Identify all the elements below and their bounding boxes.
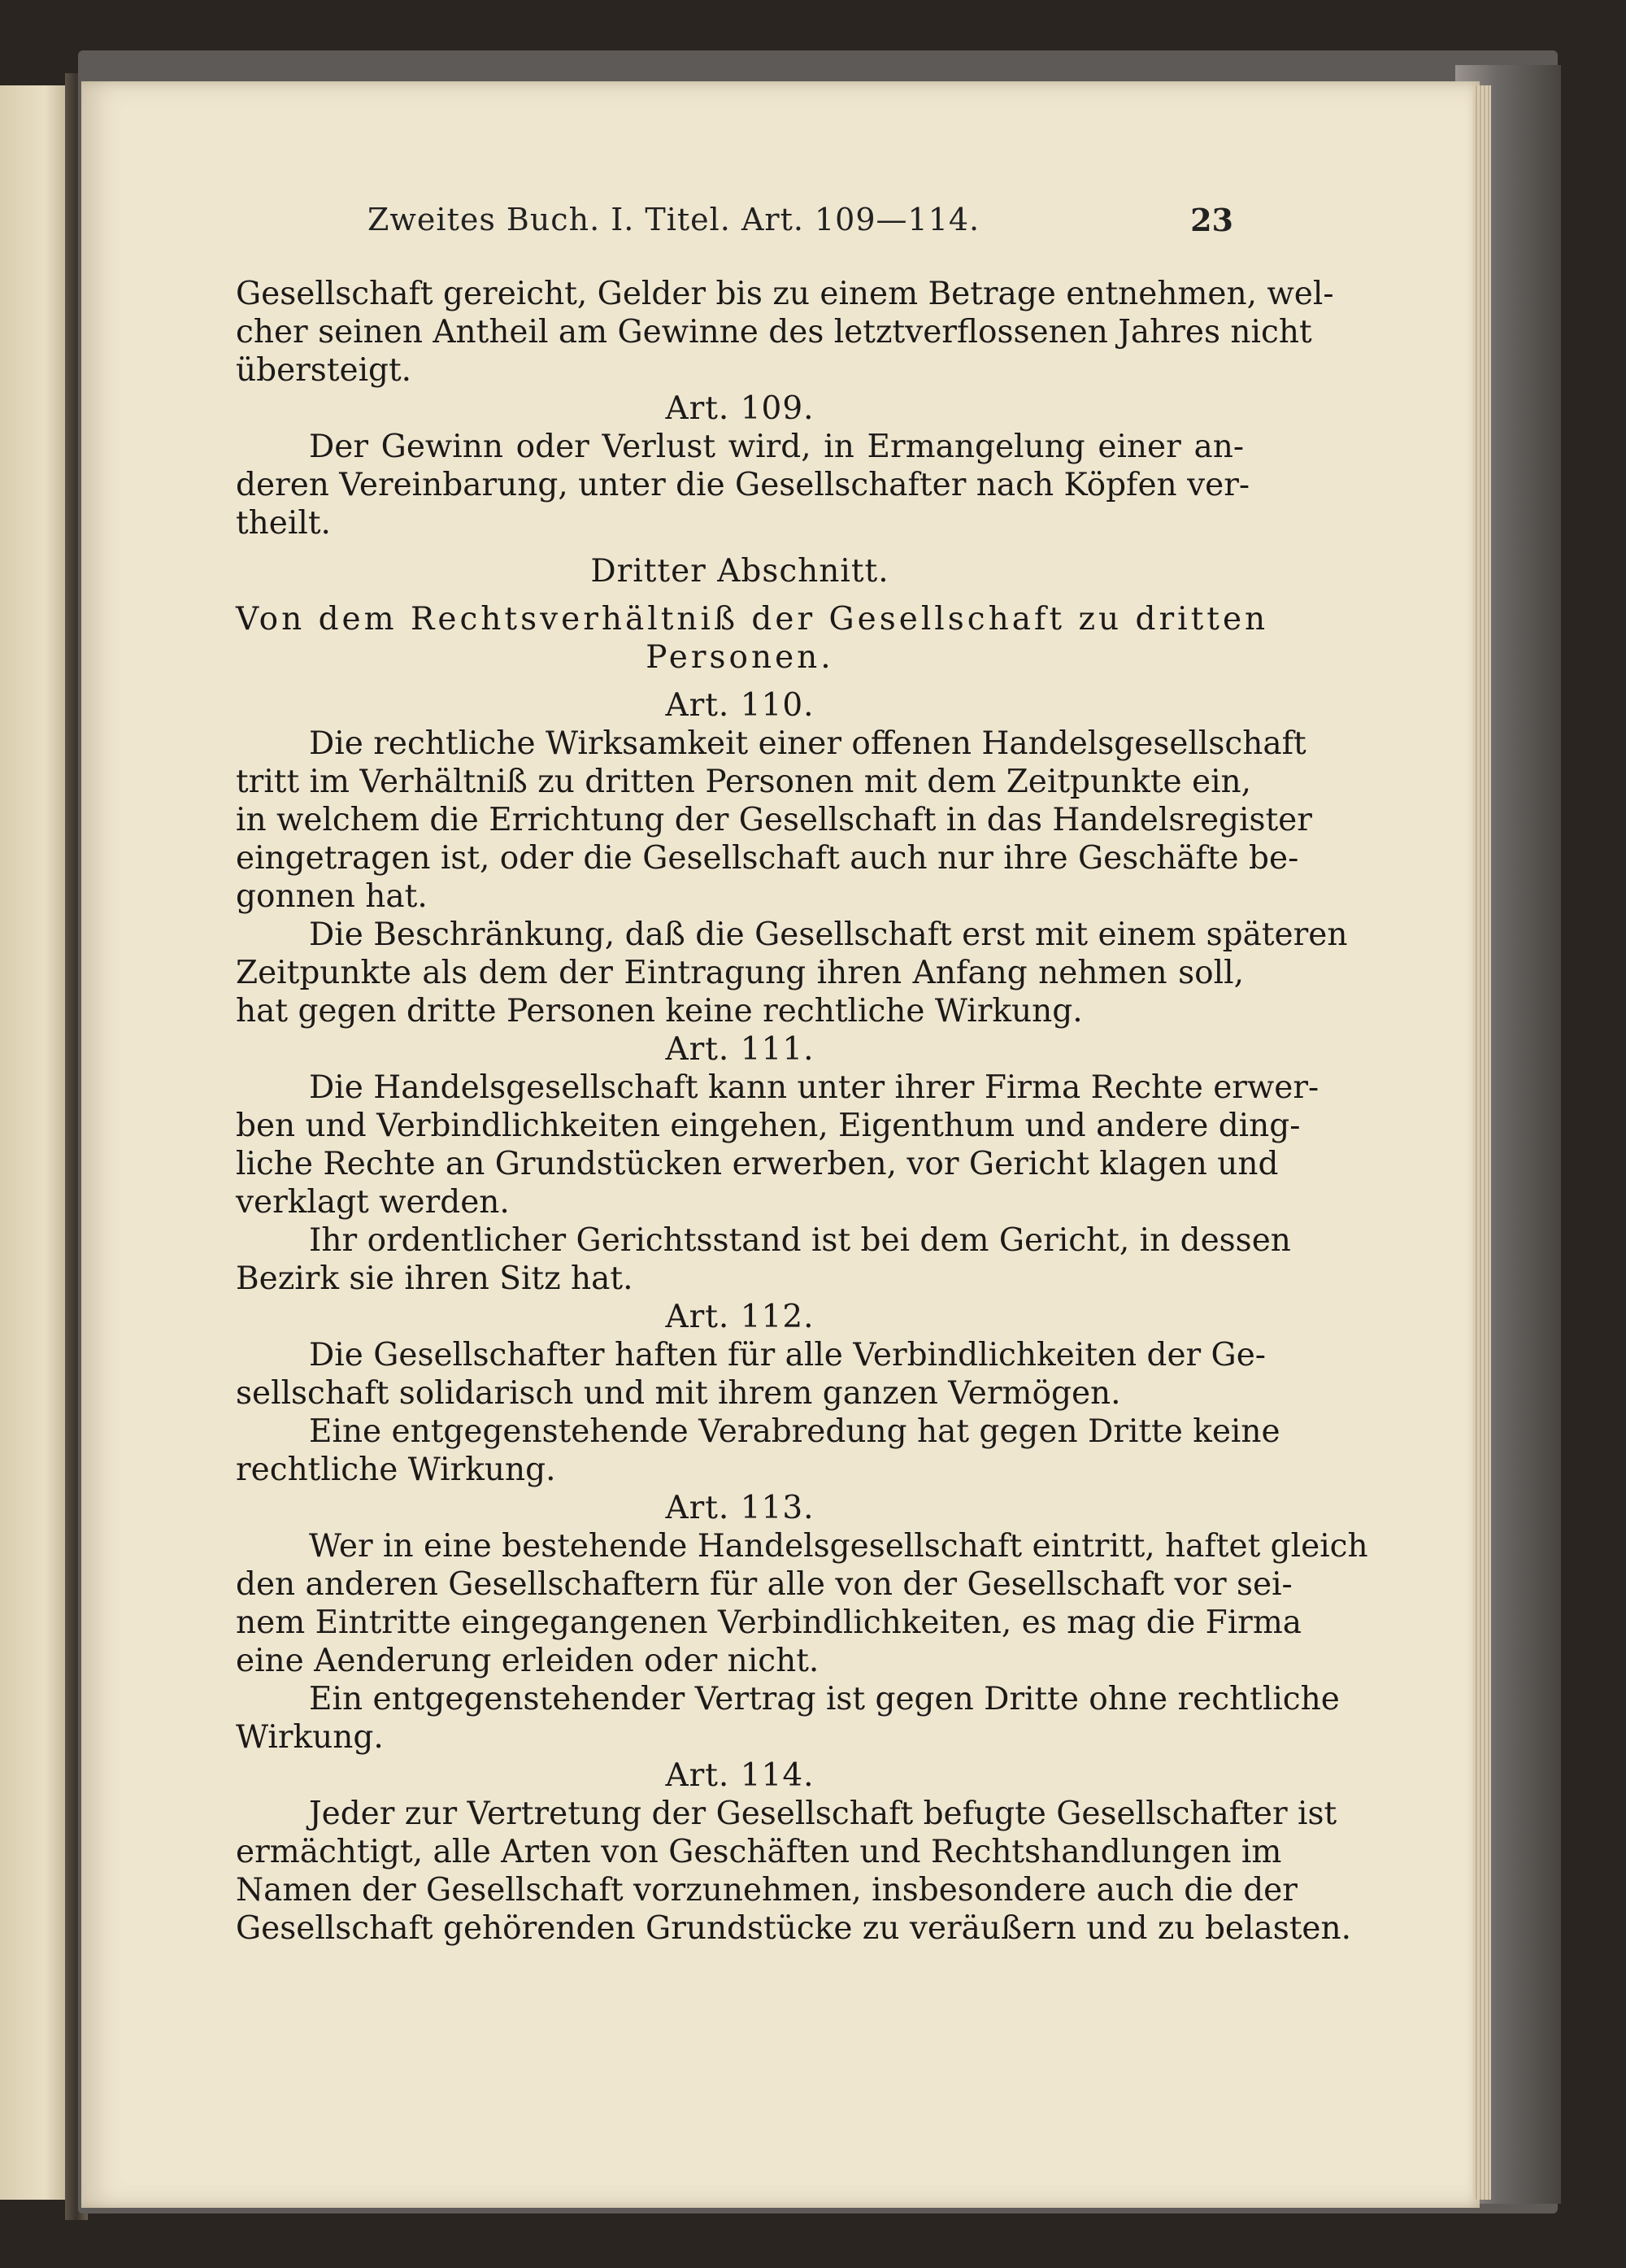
text-line: cher seinen Antheil am Gewinne des letztverflossenen Jahres nicht <box>236 314 1312 350</box>
text-line: Die rechtliche Wirksamkeit einer offenen Handelsgesellschaft <box>309 725 1306 762</box>
text-line: tritt im Verhältniß zu dritten Personen mit dem Zeitpunkte ein, <box>236 764 1252 800</box>
page-number: 23 <box>1190 202 1233 238</box>
text-line: gonnen hat. <box>236 878 428 915</box>
text-line: nem Eintritte eingegangenen Verbindlichkeiten, es mag die Firma <box>236 1604 1302 1641</box>
text-line: verklagt werden. <box>236 1184 510 1221</box>
running-head <box>367 202 1233 252</box>
text-line: Gesellschaft gereicht, Gelder bis zu einem Betrage entnehmen, wel- <box>236 276 1334 312</box>
article-heading: Art. 113. <box>665 1490 815 1526</box>
text-line: Wirkung. <box>236 1719 384 1756</box>
text-line: sellschaft solidarisch und mit ihrem ganzen Vermögen. <box>236 1375 1121 1412</box>
text-line: hat gegen dritte Personen keine rechtliche Wirkung. <box>236 993 1083 1030</box>
section-heading: Von dem Rechtsverhältniß der Gesellschaft zu dritten <box>236 601 1269 638</box>
text-line: Wer in eine bestehende Handelsgesellschaft eintritt, haftet gleich <box>309 1528 1368 1565</box>
text-line: Die Handelsgesellschaft kann unter ihrer Firma Rechte erwer- <box>309 1069 1319 1106</box>
section-title: Dritter Abschnitt. <box>590 553 889 590</box>
text-line: Eine entgegenstehende Verabredung hat gegen Dritte keine <box>309 1413 1280 1450</box>
text-line: deren Vereinbarung, unter die Gesellschafter nach Köpfen ver- <box>236 467 1250 503</box>
page-body <box>236 275 1368 1948</box>
article-heading: Art. 114. <box>665 1757 815 1794</box>
article-heading: Art. 112. <box>665 1299 815 1335</box>
text-line: Gesellschaft gehörenden Grundstücke zu veräußern und zu belasten. <box>236 1910 1351 1947</box>
article-heading: Art. 109. <box>665 390 815 427</box>
text-line: Die Gesellschafter haften für alle Verbindlichkeiten der Ge- <box>309 1337 1266 1373</box>
text-line: ermächtigt, alle Arten von Geschäften und Rechtshandlungen im <box>236 1834 1282 1870</box>
section-heading: Personen. <box>646 639 834 676</box>
text-line: eine Aenderung erleiden oder nicht. <box>236 1643 820 1679</box>
text-line: Zeitpunkte als dem der Eintragung ihren Anfang nehmen soll, <box>236 955 1244 991</box>
text-line: Ihr ordentlicher Gerichtsstand ist bei dem Gericht, in dessen <box>309 1222 1291 1259</box>
text-line: übersteigt. <box>236 352 412 389</box>
text-line: theilt. <box>236 505 331 542</box>
text-line: Namen der Gesellschaft vorzunehmen, insbesondere auch die der <box>236 1872 1298 1909</box>
article-heading: Art. 111. <box>665 1031 815 1068</box>
text-line: liche Rechte an Grundstücken erwerben, vor Gericht klagen und <box>236 1146 1279 1182</box>
text-line: rechtliche Wirkung. <box>236 1452 556 1488</box>
text-line: eingetragen ist, oder die Gesellschaft auch nur ihre Geschäfte be- <box>236 840 1299 877</box>
text-line: ben und Verbindlichkeiten eingehen, Eigenthum und andere ding- <box>236 1108 1301 1144</box>
running-head-title: Zweites Buch. I. Titel. Art. 109—114. <box>367 202 980 237</box>
text-line: Der Gewinn oder Verlust wird, in Ermangelung einer an- <box>309 429 1244 465</box>
text-line: Die Beschränkung, daß die Gesellschaft erst mit einem späteren <box>309 916 1348 953</box>
text-line: Ein entgegenstehender Vertrag ist gegen Dritte ohne rechtliche <box>309 1681 1340 1717</box>
text-line: den anderen Gesellschaftern für alle von der Gesellschaft vor sei- <box>236 1566 1293 1603</box>
text-line: in welchem die Errichtung der Gesellschaft in das Handelsregister <box>236 802 1312 838</box>
article-heading: Art. 110. <box>665 687 815 724</box>
text-line: Bezirk sie ihren Sitz hat. <box>236 1260 633 1297</box>
facing-page-edge <box>0 85 75 2200</box>
page-block-edge <box>1473 85 1491 2200</box>
text-line: Jeder zur Vertretung der Gesellschaft befugte Gesellschafter ist <box>309 1796 1337 1832</box>
